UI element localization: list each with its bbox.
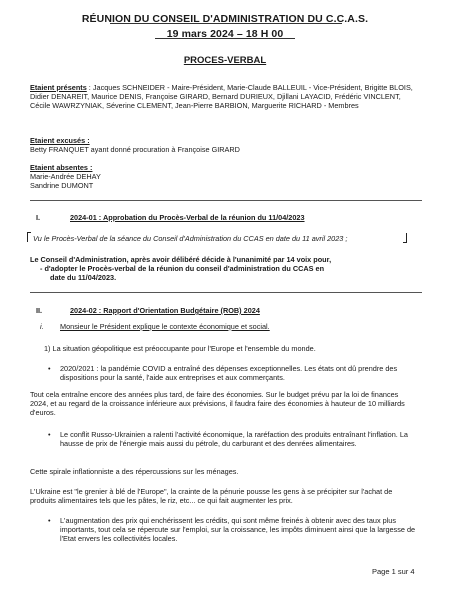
excused-members xyxy=(30,136,415,154)
paragraph-savings: Tout cela entraîne encore des années plus tard, de faire des économies. Sur le budget prévu par la loi de finances 2024, et au regard de la croissance inférieure aux prévisions, il faudra faire des économies à hauteur de 10 milliards d'euros. xyxy=(30,390,405,417)
section-2-intro xyxy=(40,322,420,331)
section-2-heading xyxy=(36,306,416,315)
title-underline xyxy=(110,23,342,24)
section-2-title: 2024-02 : Rapport d'Orientation Budgétaire (ROB) 2024 xyxy=(70,306,260,315)
section-2-intro-text: Monsieur le Président explique le contexte économique et social. xyxy=(60,322,270,331)
bullet-icon: • xyxy=(48,430,51,439)
document-type: PROCES-VERBAL xyxy=(183,55,267,66)
point-1: 1) La situation géopolitique est préoccupante pour l'Europe et l'ensemble du monde. xyxy=(44,344,316,353)
section-2-sub-number: i. xyxy=(40,322,44,331)
absent-name: Sandrine DUMONT xyxy=(30,181,94,190)
section-1-title: 2024-01 : Approbation du Procès-Verbal de la réunion du 11/04/2023 xyxy=(70,213,305,222)
bullet-prices-text: L'augmentation des prix qui enchérissent les crédits, qui sont même freinés à obtenir avec des taux plus importants, tout cela se répercute sur l'emploi, sur la croissance, les impôts diminuent ainsi que la largesse de l'Etat envers les collectivités locales. xyxy=(60,516,416,543)
absent-name: Marie-Andrée DEHAY xyxy=(30,172,101,181)
excused-text: Betty FRANQUET ayant donné procuration à Françoise GIRARD xyxy=(30,145,240,154)
bullet-pandemic-text: 2020/2021 : la pandémie COVID a entraîné des dépenses exceptionnelles. Les états ont dû prendre des dispositions pour la santé, l'aide aux entreprises et aux commerçants. xyxy=(60,364,398,382)
decision-line-1: Le Conseil d'Administration, après avoir délibéré décide à l'unanimité par 14 voix pour, xyxy=(30,255,332,264)
bullet-icon: • xyxy=(48,516,51,525)
page-number: Page 1 sur 4 xyxy=(372,567,415,576)
present-members xyxy=(30,83,415,110)
section-divider xyxy=(30,200,422,201)
date-underline xyxy=(155,38,295,39)
bullet-conflict xyxy=(48,430,420,448)
section-1-citation: Vu le Procès-Verbal de la séance du Conseil d'Administration du CCAS en date du 11 avril 2023 ; xyxy=(33,234,348,243)
document-title: RÉUNION DU CONSEIL D'ADMINISTRATION DU C.C.A.S. xyxy=(81,13,369,25)
bullet-icon: • xyxy=(48,364,51,373)
present-text: : Jacques SCHNEIDER - Maire-Président, Marie-Claude BALLEUIL - Vice-Président, Brigitte BLOIS, Didier DENAREIT, Maurice DENIS, Françoise GIRARD, Bernard DURIEUX, Djillani LAYACID, Frédéric VINCLENT, Cécile WAWRZYNIAK, Séverine CLEMENT, Jean-Pierre BARBION, Marguerite RICHARD - Membres xyxy=(30,83,413,110)
paragraph-ukraine: L'Ukraine est "le grenier à blé de l'Europe", la crainte de la pénurie pousse les gens à se précipiter sur l'achat de produits alimentaires tels que les pâtes, le riz, etc... ce qui fait augmenter les prix. xyxy=(30,487,393,505)
present-label: Etaient présents xyxy=(30,83,87,92)
section-1-number: I. xyxy=(36,213,41,222)
section-2-number: II. xyxy=(36,306,43,315)
citation-bracket-right xyxy=(403,233,407,243)
bullet-pandemic xyxy=(48,364,420,382)
absent-label: Etaient absentes : xyxy=(30,163,93,172)
decision-line-3: date du 11/04/2023. xyxy=(50,273,117,282)
citation-bracket-left xyxy=(27,232,31,242)
absent-members xyxy=(30,163,415,190)
bullet-prices xyxy=(48,516,420,543)
bullet-conflict-text: Le conflit Russo-Ukrainien a ralenti l'activité économique, la raréfaction des produits entraînant l'inflation. La hausse de prix de l'énergie mais aussi du pétrole, du carburant et des denrées alimentaires. xyxy=(60,430,408,448)
paragraph-inflation: Cette spirale inflationniste a des répercussions sur les ménages. xyxy=(30,467,239,476)
section-1-heading xyxy=(36,213,416,222)
section-divider xyxy=(30,292,422,293)
decision-line-2: - d'adopter le Procès-verbal de la réunion du conseil d'administration du CCAS en xyxy=(40,264,325,273)
excused-label: Etaient excusés : xyxy=(30,136,90,145)
meeting-date: 19 mars 2024 – 18 H 00 xyxy=(166,28,284,40)
